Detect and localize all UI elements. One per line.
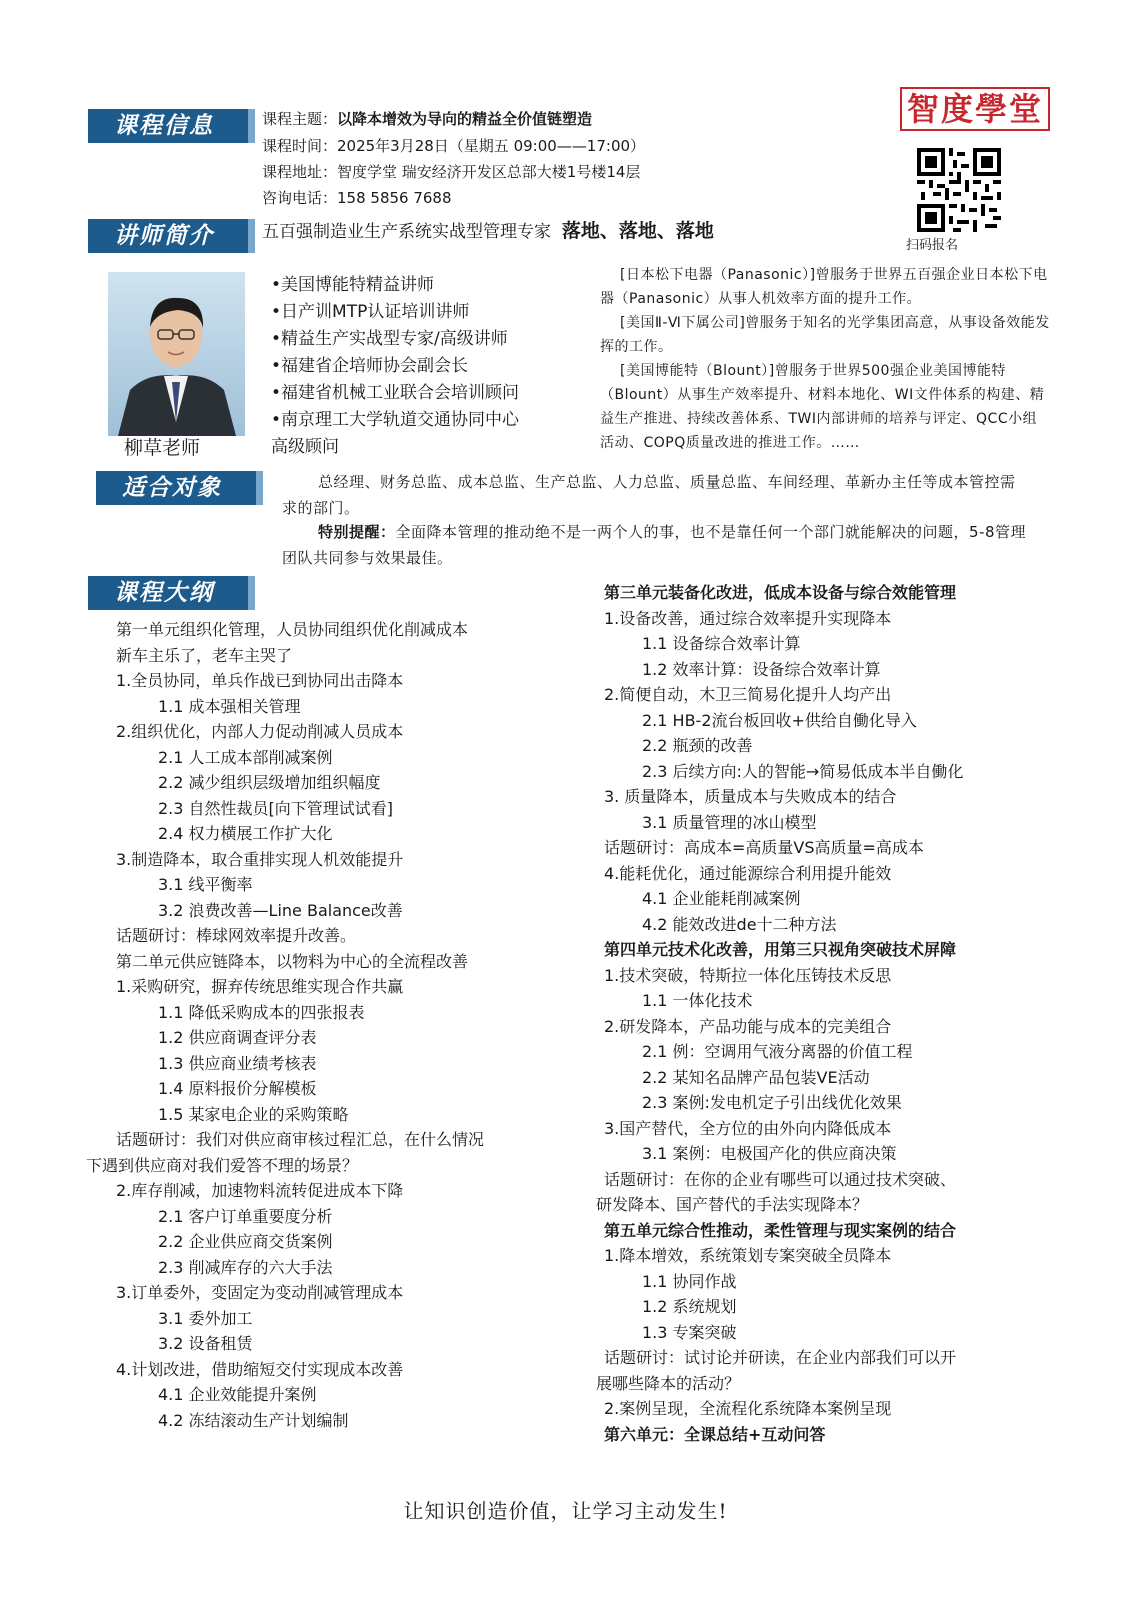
outline-item: 2.2 瓶颈的改善	[642, 736, 753, 755]
outline-item: 3.制造降本，取合重排实现人机效能提升	[116, 849, 404, 869]
lecturer-credentials	[271, 272, 519, 461]
lecturer-slogan: 落地、落地、落地	[561, 220, 714, 242]
qr-caption: 扫码报名	[906, 238, 959, 253]
course-topic-value: 以降本增效为导向的精益全价值链塑造	[337, 110, 593, 128]
outline-item: 4.1 企业能耗削减案例	[642, 889, 801, 908]
outline-item: 2.3 后续方向:人的智能→简易低成本半自働化	[642, 761, 964, 781]
outline-item: 2.3 案例:发电机定子引出线优化效果	[642, 1093, 902, 1112]
outline-item: 1.3 供应商业绩考核表	[158, 1053, 317, 1073]
outline-item: 话题研讨：棒球网效率提升改善。	[116, 926, 357, 945]
outline-item: 2.1 HB-2流台板回收+供给自働化导入	[642, 710, 917, 730]
outline-item: 第三单元装备化改进，低成本设备与综合效能管理	[604, 583, 957, 602]
lecturer-name: 柳草老师	[124, 437, 201, 459]
reminder-label: 特别提醒：	[318, 523, 396, 541]
experience-item: [美国博能特（Blount）]曾服务于世界500强企业美国博能特（Blount）从事生产效率提升、材料本地化、WI文件体系的构建、精益生产推进、持续改善体系、TWI内部讲师的培养与评定、QCC小组活动、COPQ质量改进的推进工作。……	[600, 363, 1045, 451]
outline-item: 3.1 线平衡率	[158, 875, 253, 894]
outline-item: 2.1 客户订单重要度分析	[158, 1206, 333, 1226]
credential-item: •精益生产实战型专家/高级讲师	[271, 329, 508, 349]
outline-item: 2.2 企业供应商交货案例	[158, 1232, 333, 1251]
outline-item: 1.全员协同，单兵作战已到协同出击降本	[116, 671, 404, 690]
outline-item: 2.4 权力横展工作扩大化	[158, 824, 333, 843]
outline-item: 第六单元：全课总结+互动问答	[604, 1424, 826, 1444]
section-tab-lecturer: 讲师简介	[88, 219, 248, 253]
outline-item: 3.1 委外加工	[158, 1308, 253, 1328]
qr-code-icon[interactable]	[917, 148, 1001, 232]
outline-item: 4.2 冻结滚动生产计划编制	[158, 1410, 349, 1430]
audience-reminder	[282, 519, 1027, 571]
outline-item: 4.计划改进，借助缩短交付实现成本改善	[116, 1359, 404, 1379]
lecturer-experience	[600, 263, 1050, 455]
outline-item: 1.5 某家电企业的采购策略	[158, 1104, 349, 1124]
outline-item: 研发降本、国产替代的手法实现降本？	[596, 1195, 869, 1214]
outline-item: 2.3 自然性裁员[向下管理试试看]	[158, 798, 394, 818]
outline-item: 2.1 例：空调用气液分离器的价值工程	[642, 1042, 913, 1061]
outline-item: 3.国产替代，全方位的由外向内降低成本	[604, 1118, 892, 1138]
course-address: 课程地址：智度学堂 瑞安经济开发区总部大楼1号楼14层	[262, 163, 641, 181]
outline-item: 1.1 协同作战	[642, 1271, 737, 1291]
outline-item: 4.2 能效改进de十二种方法	[642, 914, 837, 934]
lecturer-tagline	[262, 219, 714, 244]
outline-item: 2.案例呈现，全流程化系统降本案例呈现	[604, 1399, 892, 1418]
outline-item: 1.1 成本强相关管理	[158, 696, 301, 716]
outline-item: 3.订单委外，变固定为变动削减管理成本	[116, 1283, 404, 1302]
outline-item: 1.1 设备综合效率计算	[642, 634, 801, 653]
outline-item: 1.4 原料报价分解模板	[158, 1079, 317, 1098]
credential-item: •美国博能特精益讲师	[271, 275, 435, 295]
credential-item: •南京理工大学轨道交通协同中心	[271, 410, 520, 430]
outline-item: 2.组织优化，内部人力促动削减人员成本	[116, 722, 404, 741]
course-time: 课程时间：2025年3月28日（星期五 09:00——17:00）	[262, 137, 646, 155]
outline-item: 展哪些降本的活动？	[596, 1373, 741, 1393]
outline-item: 2.简便自动，木卫三简易化提升人均产出	[604, 685, 892, 704]
audience-text: 总经理、财务总监、成本总监、生产总监、人力总监、质量总监、车间经理、革新办主任等成本管控需求的部门。	[282, 473, 1016, 517]
outline-item: 2.2 某知名品牌产品包装VE活动	[642, 1067, 870, 1087]
credential-item: •福建省机械工业联合会培训顾问	[271, 383, 520, 403]
outline-item: 新车主乐了，老车主哭了	[116, 645, 293, 665]
section-tab-outline: 课程大纲	[88, 576, 248, 610]
outline-item: 2.2 减少组织层级增加组织幅度	[158, 773, 381, 792]
outline-item: 话题研讨：试讨论并研读，在企业内部我们可以开	[604, 1348, 957, 1367]
outline-right-column	[596, 580, 1036, 1447]
outline-item: 3.1 案例：电极国产化的供应商决策	[642, 1144, 897, 1163]
footer-slogan: 让知识创造价值，让学习主动发生!	[403, 1499, 728, 1523]
outline-item: 1.技术突破，特斯拉一体化压铸技术反思	[604, 965, 892, 985]
section-tab-course-info: 课程信息	[88, 109, 248, 143]
outline-item: 第四单元技术化改善，用第三只视角突破技术屏障	[604, 940, 957, 959]
lecturer-photo	[108, 272, 245, 436]
outline-item: 2.3 削减库存的六大手法	[158, 1257, 333, 1277]
outline-item: 2.1 人工成本部削减案例	[158, 747, 333, 767]
outline-item: 1.1 一体化技术	[642, 991, 753, 1010]
experience-item: [美国Ⅱ-Ⅵ下属公司]曾服务于知名的光学集团高意，从事设备效能发挥的工作。	[600, 315, 1050, 355]
outline-item: 1.采购研究，摒弃传统思维实现合作共赢	[116, 977, 404, 996]
outline-item: 1.2 效率计算：设备综合效率计算	[642, 659, 881, 679]
course-phone: 咨询电话：158 5856 7688	[262, 189, 452, 207]
experience-item: [日本松下电器（Panasonic）]曾服务于世界五百强企业日本松下电器（Panasonic）从事人机效率方面的提升工作。	[600, 267, 1048, 307]
outline-item: 2.库存削减，加速物料流转促进成本下降	[116, 1181, 404, 1200]
outline-item: 下遇到供应商对我们爱答不理的场景？	[86, 1155, 359, 1175]
outline-item: 3.2 浪费改善—Line Balance改善	[158, 900, 403, 920]
outline-item: 3.2 设备租赁	[158, 1334, 253, 1353]
reminder-text: 全面降本管理的推动绝不是一两个人的事，也不是靠任何一个部门就能解决的问题，5-8管理团队共同参与效果最佳。	[282, 523, 1027, 567]
outline-item: 3.1 质量管理的冰山模型	[642, 812, 817, 832]
outline-item: 2.研发降本，产品功能与成本的完美组合	[604, 1016, 892, 1036]
credential-item: 高级顾问	[271, 437, 339, 457]
credential-item: •日产训MTP认证培训讲师	[271, 302, 470, 322]
outline-item: 话题研讨：在你的企业有哪些可以通过技术突破、	[604, 1169, 957, 1189]
outline-item: 3. 质量降本，质量成本与失败成本的结合	[604, 787, 897, 806]
section-tab-audience: 适合对象	[96, 471, 256, 505]
outline-item: 1.3 专案突破	[642, 1322, 737, 1342]
lecturer-tagline-text: 五百强制造业生产系统实战型管理专家	[262, 222, 551, 242]
outline-item: 1.2 供应商调查评分表	[158, 1028, 317, 1047]
outline-item: 话题研讨：高成本=高质量VS高质量=高成本	[604, 838, 924, 857]
course-topic-label: 课程主题：	[262, 110, 338, 128]
outline-item: 4.能耗优化，通过能源综合利用提升能效	[604, 863, 892, 883]
outline-item: 1.2 系统规划	[642, 1297, 737, 1316]
outline-left-column	[86, 617, 566, 1433]
outline-item: 话题研讨：我们对供应商审核过程汇总，在什么情况	[116, 1130, 485, 1149]
outline-item: 1.设备改善，通过综合效率提升实现降本	[604, 608, 892, 628]
outline-item: 1.1 降低采购成本的四张报表	[158, 1002, 365, 1022]
outline-item: 1.降本增效，系统策划专案突破全员降本	[604, 1246, 892, 1265]
outline-item: 第一单元组织化管理，人员协同组织优化削减成本	[116, 620, 469, 639]
credential-item: •福建省企培师协会副会长	[271, 356, 469, 376]
course-topic	[262, 109, 592, 129]
outline-item: 4.1 企业效能提升案例	[158, 1385, 317, 1404]
brand-logo: 智度學堂	[900, 87, 1050, 131]
outline-item: 第二单元供应链降本，以物料为中心的全流程改善	[116, 951, 469, 971]
outline-item: 第五单元综合性推动，柔性管理与现实案例的结合	[604, 1220, 957, 1240]
